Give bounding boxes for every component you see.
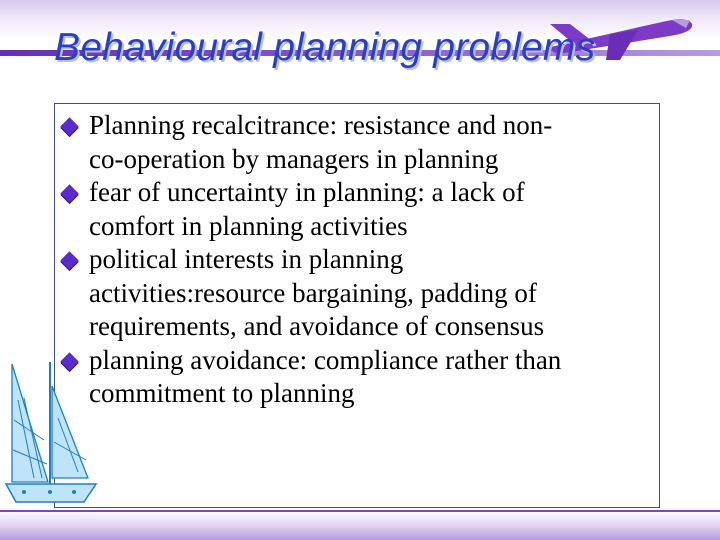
bullet-line: planning avoidance: compliance rather than (89, 344, 562, 375)
bullet-line: commitment to planning (89, 378, 355, 408)
bullet-line: Planning recalcitrance: resistance and non- (89, 110, 553, 140)
bullet-line: requirements, and avoidance of consensus (89, 311, 545, 341)
bullet-line: political interests in planning (89, 244, 404, 274)
content-box (54, 103, 660, 508)
bullet-item (55, 109, 659, 176)
bullet-line: comfort in planning activities (89, 210, 408, 241)
bullet-line: co-operation by managers in planning (89, 143, 499, 174)
bottom-accent-line (0, 510, 720, 512)
diamond-bullet-icon (60, 117, 78, 135)
bullet-item (55, 344, 659, 411)
slide-title: Behavioural planning problems (54, 26, 596, 69)
bullet-line: activities:resource bargaining, padding of (89, 277, 537, 308)
bullet-item (55, 243, 659, 344)
bullet-line: fear of uncertainty in planning: a lack of (89, 177, 525, 207)
diamond-bullet-icon (60, 251, 78, 269)
sailboat-icon (4, 360, 98, 510)
bullet-list (55, 104, 659, 411)
diamond-bullet-icon (60, 184, 78, 202)
bullet-item (55, 176, 659, 243)
bottom-gradient-band (0, 510, 720, 540)
